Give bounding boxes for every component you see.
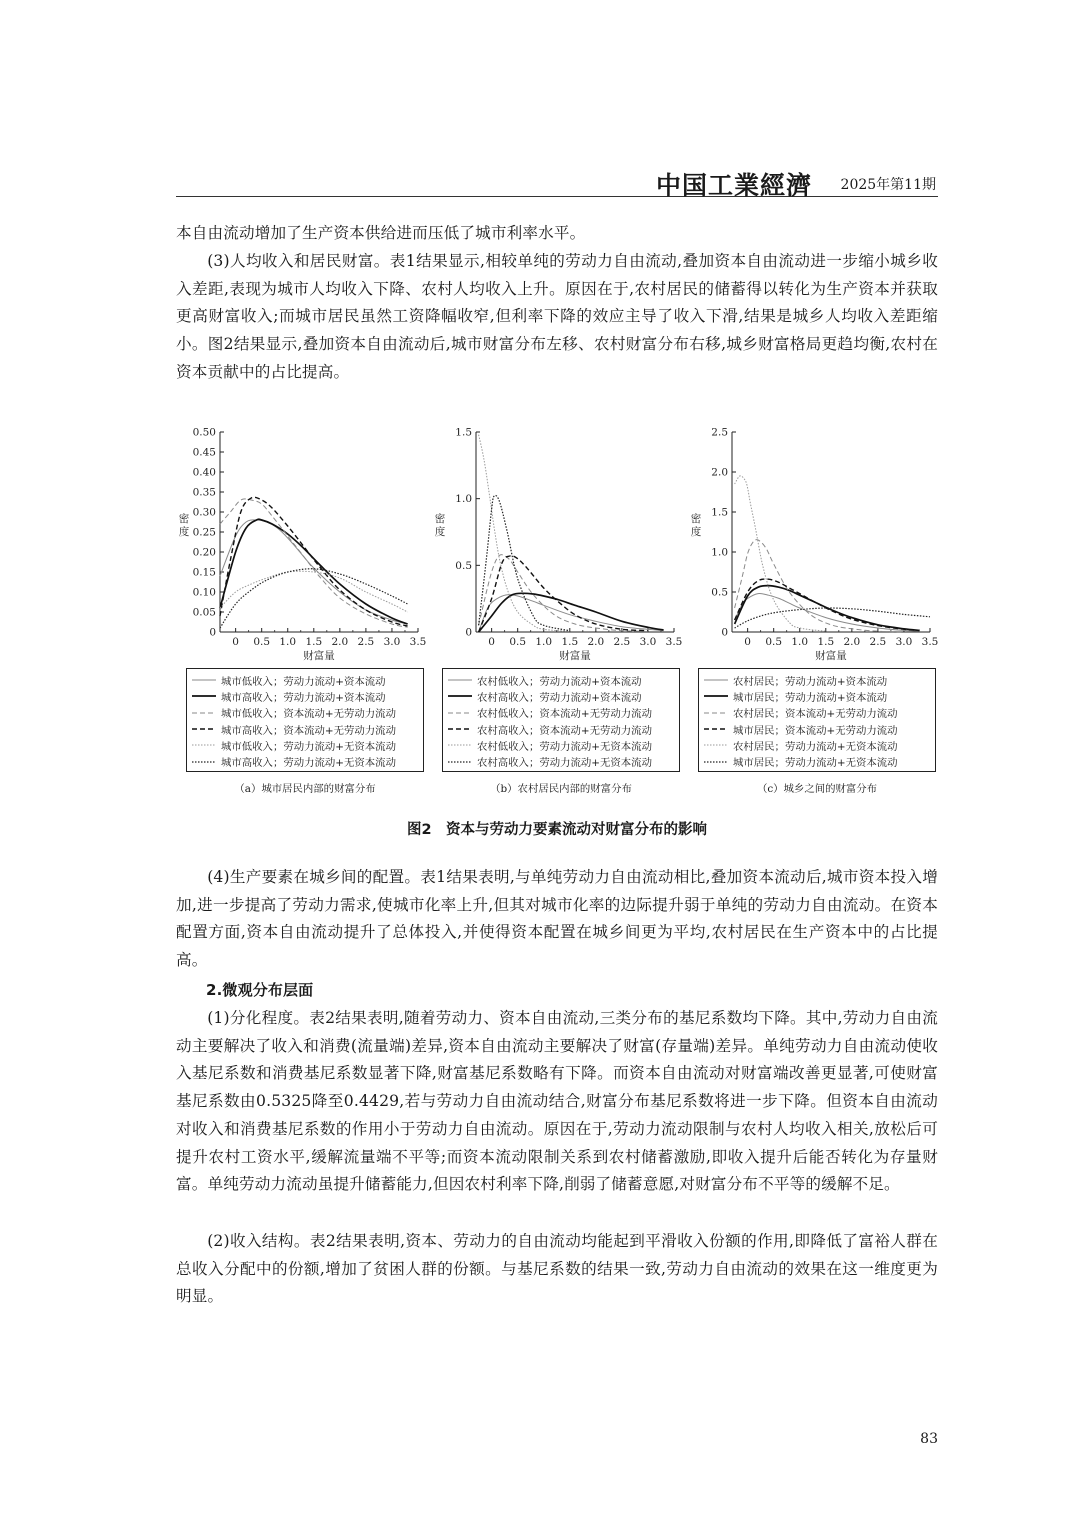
series-line-4: [479, 556, 648, 632]
x-tick-label: 2.5: [357, 636, 375, 648]
x-tick-label: 0: [232, 636, 239, 648]
y-tick-label: 1.5: [711, 506, 728, 519]
page-header: [176, 166, 938, 200]
y-tick-label: 2.0: [711, 466, 728, 479]
legend-swatch: [447, 709, 473, 717]
y-tick-label: 0.30: [192, 506, 216, 519]
y-tick-label: 0.05: [192, 606, 216, 619]
legend-swatch: [703, 725, 729, 733]
legend-label: 城市低收入；劳动力流动+无资本流动: [221, 740, 396, 753]
legend-swatch: [703, 676, 729, 684]
series-line-5: [220, 571, 408, 612]
paragraph-factor-allocation: (4)生产要素在城乡间的配置。表1结果表明,与单纯劳动力自由流动相比,叠加资本流动后,城市资本投入增加,进一步提高了劳动力需求,使城市化率上升,但其对城市化率的边际提升弱于单纯的劳动力自由流动。在资本配置方面,资本自由流动提升了总体投入,并使得资本配置在城乡间更为平均,农村居民在生产资本中的占比提高。: [176, 868, 938, 970]
legend-swatch: [447, 676, 473, 684]
legend-label: 农村低收入；劳动力流动+无资本流动: [477, 740, 652, 753]
legend-label: 农村高收入；劳动力流动+无资本流动: [477, 757, 652, 770]
legend-label: 城市居民；资本流动+无劳动力流动: [733, 724, 898, 737]
legend-label: 城市居民；劳动力流动+无资本流动: [733, 757, 898, 770]
x-tick-label: 3.5: [921, 636, 939, 648]
legend-swatch: [191, 692, 217, 700]
legend-item: [703, 721, 931, 737]
legend-item: [703, 705, 931, 721]
y-tick-label: 0.15: [192, 566, 216, 579]
x-tick-label: 2.0: [843, 636, 861, 648]
journal-name: 中国工業經濟: [655, 171, 812, 200]
x-tick-label: 1.0: [791, 636, 809, 648]
legend-item: [191, 688, 419, 704]
x-tick-label: 1.5: [817, 636, 835, 648]
x-tick-label: 0: [744, 636, 751, 648]
legend-label: 农村高收入；劳动力流动+资本流动: [477, 691, 642, 704]
legend-a: [186, 668, 424, 772]
chart-a: [176, 418, 434, 668]
x-tick-label: 0.5: [765, 636, 783, 648]
legend-item: [447, 721, 675, 737]
legend-label: 农村低收入；资本流动+无劳动力流动: [477, 708, 652, 721]
page-number: 83: [920, 1431, 938, 1447]
y-tick-label: 0.50: [192, 426, 216, 439]
y-axis-label: 度: [178, 526, 190, 538]
legend-swatch: [703, 741, 729, 749]
y-tick-label: 0.35: [192, 486, 216, 499]
y-tick-label: 0.45: [192, 446, 216, 459]
x-tick-label: 3.5: [665, 636, 683, 648]
y-axis-label: 密: [178, 513, 190, 525]
paragraph-continuation: 本自由流动增加了生产资本供给进而压低了城市利率水平。: [176, 224, 586, 242]
legend-item: [191, 737, 419, 753]
legend-swatch: [447, 725, 473, 733]
journal-issue: 2025年第11期: [840, 177, 936, 193]
y-tick-label: 0.5: [711, 586, 728, 599]
y-tick-label: 2.5: [711, 426, 728, 439]
x-tick-label: 0.5: [509, 636, 527, 648]
legend-item: [703, 672, 931, 688]
legend-swatch: [447, 741, 473, 749]
y-tick-label: 1.0: [711, 546, 728, 559]
legend-swatch: [447, 692, 473, 700]
paragraph-income-structure: (2)收入结构。表2结果表明,资本、劳动力的自由流动均能起到平滑收入份额的作用,即降低了富裕人群在总收入分配中的份额,增加了贫困人群的份额。与基尼系数的结果一致,劳动力自由流动的效果在这一维度更为明显。: [176, 1232, 938, 1306]
legend-label: 城市居民；劳动力流动+资本流动: [733, 691, 888, 704]
y-axis-label: 度: [434, 526, 446, 538]
legend-label: 农村居民；资本流动+无劳动力流动: [733, 708, 898, 721]
x-tick-label: 3.0: [383, 636, 401, 648]
paragraph-differentiation: (1)分化程度。表2结果表明,随着劳动力、资本自由流动,三类分布的基尼系数均下降。其中,劳动力自由流动主要解决了收入和消费(流量端)差异,资本自由流动主要解决了财富(存量端)差异。单纯劳动力自由流动使收入基尼系数和消费基尼系数显著下降,财富基尼系数略有下降。而资本自由流动对财富端改善更显著,可使财富基尼系数由0.5325降至0.4429,若与劳动力自由流动结合,财富分布基尼系数将进一步下降。但资本自由流动对收入和消费基尼系数的作用小于劳动力自由流动。原因在于,劳动力流动限制与农村人均收入相关,放松后可提升农村工资水平,缓解流量端不平等;而资本流动限制关系到农村储蓄激励,即收入提升后能否转化为存量财富。单纯劳动力流动虽提升储蓄能力,但因农村利率下降,削弱了储蓄意愿,对财富分布不平等的缓解不足。: [176, 1009, 938, 1194]
legend-label: 农村居民；劳动力流动+无资本流动: [733, 740, 898, 753]
legend-swatch: [191, 741, 217, 749]
series-line-2: [220, 519, 408, 624]
legend-label: 城市高收入；劳动力流动+无资本流动: [221, 757, 396, 770]
x-tick-label: 3.0: [895, 636, 913, 648]
y-axis-label: 度: [690, 526, 702, 538]
series-line-3: [220, 499, 408, 627]
chart-c: [688, 418, 946, 668]
panel-c: [688, 418, 938, 798]
panel-a: [176, 418, 426, 798]
legend-label: 城市低收入；资本流动+无劳动力流动: [221, 708, 396, 721]
panel-b: [432, 418, 682, 798]
x-tick-label: 2.0: [331, 636, 349, 648]
x-tick-label: 0: [488, 636, 495, 648]
x-tick-label: 3.5: [409, 636, 427, 648]
series-line-3: [479, 555, 648, 632]
legend-item: [191, 705, 419, 721]
legend-label: 城市低收入；劳动力流动+资本流动: [221, 675, 386, 688]
paragraph-income-wealth: (3)人均收入和居民财富。表1结果显示,相较单纯的劳动力自由流动,叠加资本自由流动进一步缩小城乡收入差距,表现为城市人均收入下降、农村人均收入上升。原因在于,农村居民的储蓄得以转化为生产资本并获取更高财富收入;而城市居民虽然工资降幅收窄,但利率下降的效应主导了收入下滑,结果是城乡人均收入差距缩小。图2结果显示,叠加资本自由流动后,城市财富分布左移、农村财富分布右移,城乡财富格局更趋均衡,农村在资本贡献中的占比提高。: [176, 252, 938, 381]
y-axis-label: 密: [690, 513, 702, 525]
x-axis-label: 财富量: [559, 650, 591, 662]
legend-label: 城市高收入；资本流动+无劳动力流动: [221, 724, 396, 737]
y-tick-label: 0.25: [192, 526, 216, 539]
x-axis-label: 财富量: [815, 650, 847, 662]
y-tick-label: 0.5: [455, 559, 472, 572]
x-tick-label: 2.5: [613, 636, 631, 648]
legend-item: [447, 737, 675, 753]
x-tick-label: 3.0: [639, 636, 657, 648]
series-line-4: [220, 497, 408, 626]
y-tick-label: 0: [209, 626, 216, 639]
y-tick-label: 0.20: [192, 546, 216, 559]
legend-swatch: [703, 692, 729, 700]
x-tick-label: 1.0: [535, 636, 553, 648]
x-tick-label: 1.0: [279, 636, 297, 648]
legend-item: [191, 672, 419, 688]
legend-label: 农村高收入；资本流动+无劳动力流动: [477, 724, 652, 737]
y-tick-label: 0.40: [192, 466, 216, 479]
x-tick-label: 1.5: [305, 636, 323, 648]
legend-label: 农村低收入；劳动力流动+资本流动: [477, 675, 642, 688]
panel-a-caption: （a）城市居民内部的财富分布: [234, 783, 376, 795]
x-tick-label: 0.5: [253, 636, 271, 648]
y-tick-label: 0.10: [192, 586, 216, 599]
legend-item: [447, 705, 675, 721]
y-tick-label: 0: [465, 626, 472, 639]
legend-item: [447, 672, 675, 688]
y-axis-label: 密: [434, 513, 446, 525]
legend-label: 农村居民；劳动力流动+资本流动: [733, 675, 888, 688]
panel-b-caption: （b）农村居民内部的财富分布: [490, 783, 632, 795]
series-line-1: [220, 520, 408, 624]
y-tick-label: 1.0: [455, 493, 472, 506]
legend-swatch: [703, 709, 729, 717]
x-tick-label: 2.5: [869, 636, 887, 648]
section-heading: 2.微观分布层面: [206, 981, 314, 999]
legend-item: [191, 721, 419, 737]
legend-c: [698, 668, 936, 772]
legend-b: [442, 668, 680, 772]
legend-item: [703, 688, 931, 704]
series-line-1: [479, 595, 664, 632]
legend-swatch: [191, 758, 217, 766]
series-line-6: [220, 569, 408, 628]
series-line-5: [735, 476, 826, 631]
x-axis-label: 财富量: [303, 650, 335, 662]
legend-label: 城市高收入；劳动力流动+资本流动: [221, 691, 386, 704]
x-tick-label: 2.0: [587, 636, 605, 648]
legend-item: [703, 737, 931, 753]
panel-c-caption: （c）城乡之间的财富分布: [756, 783, 878, 795]
legend-item: [191, 753, 419, 769]
y-tick-label: 0: [721, 626, 728, 639]
legend-item: [447, 753, 675, 769]
legend-item: [447, 688, 675, 704]
y-tick-label: 1.5: [455, 426, 472, 439]
chart-b: [432, 418, 690, 668]
legend-swatch: [703, 758, 729, 766]
legend-item: [703, 753, 931, 769]
legend-swatch: [447, 758, 473, 766]
legend-swatch: [191, 725, 217, 733]
legend-swatch: [191, 676, 217, 684]
x-tick-label: 1.5: [561, 636, 579, 648]
figure-2: [176, 418, 938, 808]
figure-title: 图2 资本与劳动力要素流动对财富分布的影响: [406, 822, 708, 838]
series-line-1: [735, 593, 920, 631]
legend-swatch: [191, 709, 217, 717]
